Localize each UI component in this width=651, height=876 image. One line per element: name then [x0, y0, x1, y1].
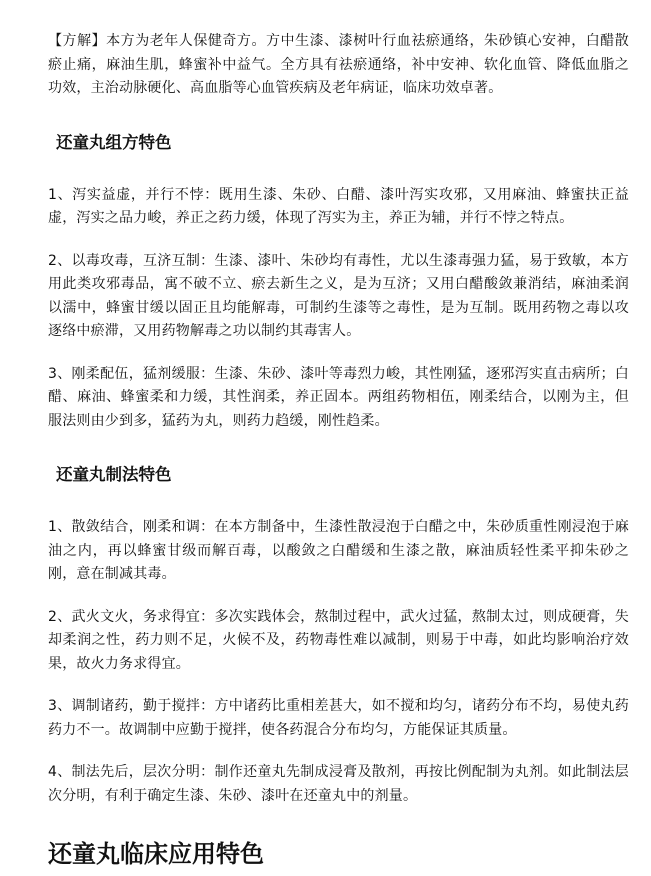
- section-heading-formula: 还童丸组方特色: [56, 132, 172, 152]
- preparation-paragraph-2: 2、武火文火，务求得宜：多次实践体会，熬制过程中，武火过猛，熬制太过，则成硬膏，失却柔润之性，药力则不足，火候不及，药物毒性难以减制，则易于中毒，如此均影响治疗效果，故火力务求得宜。: [48, 608, 629, 672]
- intro-paragraph: 【方解】本方为老年人保健奇方。方中生漆、漆树叶行血祛瘀通络，朱砂镇心安神，白醋散瘀止痛，麻油生肌，蜂蜜补中益气。全方具有祛瘀通络，补中安神、软化血管、降低血脂之功效，主治动脉硬化、高血脂等心血管疾病及老年病证，临床功效卓著。: [48, 33, 629, 96]
- formula-paragraph-2: 2、以毒攻毒，互济互制：生漆、漆叶、朱砂均有毒性，尤以生漆毒强力猛，易于致敏，本方用此类攻邪毒品，寓不破不立、瘀去新生之义，是为互济；又用白醋酸敛兼消结，麻油柔润以濡中，蜂蜜甘缓以固正且均能解毒，可制约生漆等之毒性，是为互制。既用药物之毒以攻逐络中瘀滞，又用药物解毒之功以制约其毒害人。: [48, 252, 629, 339]
- preparation-paragraph-1: 1、散敛结合，刚柔和调：在本方制备中，生漆性散浸泡于白醋之中，朱砂质重性刚浸泡于麻油之内，再以蜂蜜甘级而解百毒，以酸敛之白醋缓和生漆之散，麻油质轻性柔平抑朱砂之刚，意在制减其毒。: [48, 519, 629, 582]
- preparation-paragraph-3: 3、调制诸药，勤于搅拌：方中诸药比重相差甚大，如不搅和均匀，诸药分布不均，易使丸药药力不一。故调制中应勤于搅拌，使各药混合分布均匀，方能保证其质量。: [48, 698, 629, 738]
- formula-paragraph-3: 3、刚柔配伍，猛剂缓服：生漆、朱砂、漆叶等毒烈力峻，其性刚猛，逐邪泻实直击病所；白醋、麻油、蜂蜜柔和力缓，其性润柔，养正固本。两组药物相伍，刚柔结合，以刚为主，但服法则由少到多，猛药为丸，则药力趋缓，刚性趋柔。: [48, 365, 629, 429]
- preparation-paragraph-4: 4、制法先后，层次分明：制作还童丸先制成浸膏及散剂，再按比例配制为丸剂。如此制法层次分明，有利于确定生漆、朱砂、漆叶在还童丸中的剂量。: [48, 764, 629, 804]
- section-heading-preparation: 还童丸制法特色: [56, 465, 172, 484]
- formula-paragraph-1: 1、泻实益虚，并行不悖：既用生漆、朱砂、白醋、漆叶泻实攻邪，又用麻油、蜂蜜扶正益虚，泻实之品力峻，养正之药力缓，体现了泻实为主，养正为辅，并行不悖之特点。: [48, 186, 629, 226]
- section-heading-clinical: 还童丸临床应用特色: [48, 840, 264, 868]
